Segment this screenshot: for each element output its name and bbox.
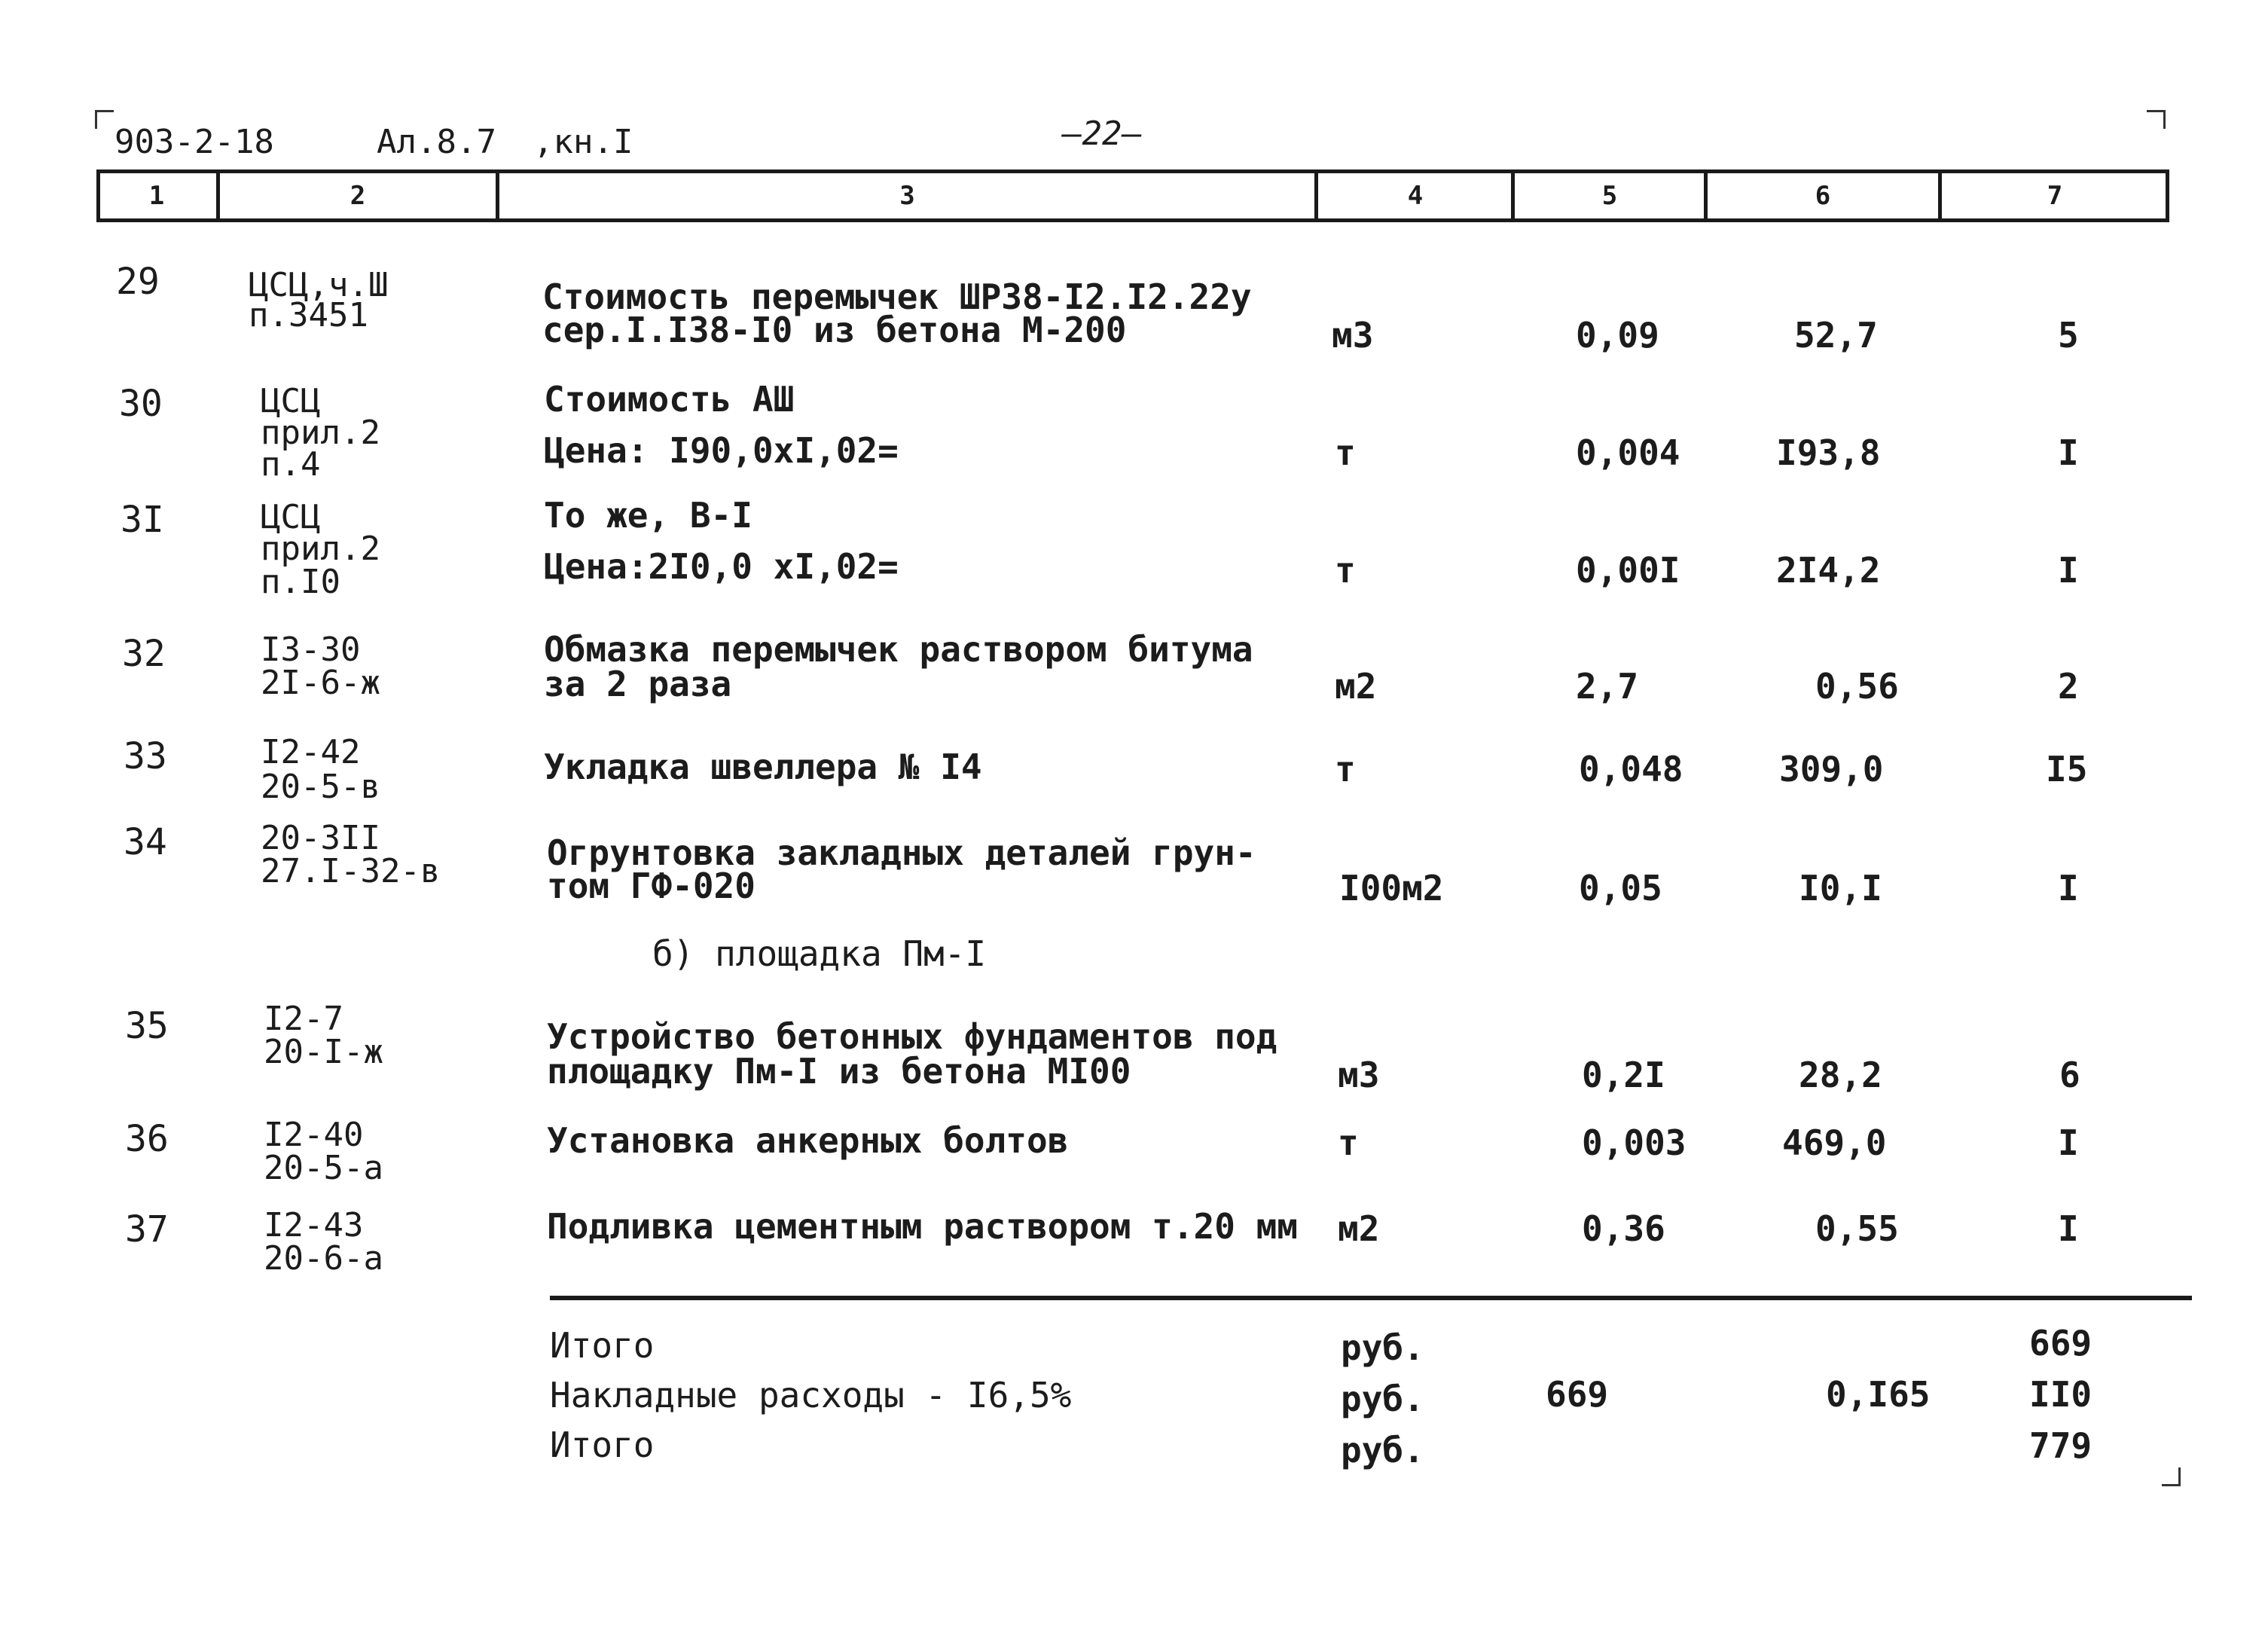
- unit-price: 0,55: [1815, 1208, 1899, 1249]
- norm-code: п.3451: [249, 296, 368, 334]
- quantity: 0,003: [1582, 1122, 1687, 1163]
- norm-code: ЦСЦ,ч.Ш: [249, 266, 389, 304]
- summary-quantity: 669: [1546, 1374, 1609, 1415]
- row-number: 33: [124, 735, 167, 777]
- row-number: 30: [119, 383, 163, 425]
- corner-mark-top-right: [2147, 110, 2166, 129]
- norm-code: ЦСЦ: [261, 498, 321, 536]
- quantity: 2,7: [1576, 666, 1639, 707]
- quantity: 0,00I: [1576, 550, 1680, 591]
- summary-total: 779: [2029, 1425, 2092, 1466]
- summary-label: Накладные расходы - I6,5%: [550, 1375, 1072, 1415]
- norm-code: 2I-6-ж: [261, 664, 380, 702]
- norm-code: 20-5-а: [264, 1149, 383, 1187]
- corner-mark-top-left: [95, 110, 114, 129]
- document-code: 903-2-18: [114, 123, 274, 161]
- unit-price: 52,7: [1794, 315, 1878, 356]
- quantity: 0,09: [1576, 315, 1659, 356]
- row-number: 32: [122, 633, 166, 675]
- book-reference: ,кн.I: [533, 123, 633, 161]
- work-description: Цена: I90,0xI,02=: [544, 430, 899, 471]
- norm-code: ЦСЦ: [261, 382, 321, 420]
- quantity: 0,05: [1579, 868, 1662, 909]
- summary-unit: руб.: [1341, 1327, 1424, 1368]
- work-description: сер.I.I38-I0 из бетона М-200: [542, 310, 1127, 350]
- unit: т: [1338, 1122, 1359, 1163]
- unit-price: 2I4,2: [1776, 550, 1881, 591]
- norm-code: прил.2: [261, 414, 380, 452]
- unit: м2: [1338, 1208, 1380, 1249]
- quantity: 0,36: [1582, 1208, 1665, 1249]
- unit-price: I93,8: [1776, 432, 1881, 473]
- unit: м3: [1332, 315, 1374, 356]
- total-cost: I: [2058, 1208, 2079, 1249]
- row-number: 37: [125, 1208, 169, 1251]
- total-cost: I: [2058, 432, 2079, 473]
- norm-code: 20-I-ж: [264, 1033, 383, 1071]
- column-number-7: 7: [2047, 181, 2063, 211]
- unit: т: [1335, 749, 1356, 789]
- corner-mark-bottom-right: [2162, 1467, 2181, 1486]
- unit-price: 28,2: [1799, 1055, 1882, 1095]
- summary-rate: 0,I65: [1826, 1374, 1931, 1415]
- total-cost: 5: [2058, 315, 2079, 356]
- work-description: Установка анкерных болтов: [547, 1120, 1069, 1161]
- column-number-5: 5: [1601, 181, 1618, 211]
- unit: м3: [1338, 1055, 1380, 1095]
- total-cost: I: [2058, 550, 2079, 591]
- work-description: Огрунтовка закладных деталей грун-: [547, 832, 1256, 873]
- row-number: 29: [116, 261, 160, 303]
- work-description: за 2 раза: [544, 664, 732, 704]
- work-description: том ГФ-020: [547, 866, 755, 906]
- column-number-2: 2: [350, 181, 366, 211]
- norm-code: п.4: [261, 445, 321, 484]
- norm-code: п.I0: [261, 563, 340, 601]
- summary-total: 669: [2029, 1323, 2092, 1364]
- summary-unit: руб.: [1341, 1379, 1424, 1419]
- work-description: То же, В-I: [544, 495, 752, 536]
- work-description: Цена:2I0,0 xI,02=: [544, 546, 899, 587]
- work-description: Стоимость перемычек ШР38-I2.I2.22у: [542, 276, 1252, 317]
- norm-code: I2-43: [264, 1206, 364, 1244]
- norm-code: прил.2: [261, 530, 380, 568]
- work-description: Обмазка перемычек раствором битума: [544, 629, 1253, 670]
- norm-code: I2-40: [264, 1116, 364, 1154]
- summary-unit: руб.: [1341, 1430, 1424, 1470]
- norm-code: 27.I-32-в: [261, 852, 441, 890]
- quantity: 0,2I: [1582, 1055, 1665, 1095]
- row-number: 35: [125, 1005, 169, 1047]
- unit-price: 469,0: [1782, 1122, 1887, 1163]
- column-number-1: 1: [148, 181, 165, 211]
- work-description: Стоимость АШ: [544, 379, 795, 420]
- work-description: Подливка цементным раствором т.20 мм: [547, 1206, 1298, 1247]
- total-cost: I: [2058, 1122, 2079, 1163]
- norm-code: 20-3II: [261, 819, 380, 857]
- row-number: 3I: [121, 499, 164, 541]
- unit: I00м2: [1339, 868, 1444, 909]
- summary-total: II0: [2029, 1374, 2092, 1415]
- norm-code: 20-5-в: [261, 768, 380, 806]
- unit: т: [1335, 550, 1356, 591]
- norm-code: 20-6-а: [264, 1239, 383, 1278]
- unit-price: 309,0: [1779, 749, 1884, 789]
- page-number: —22—: [1062, 115, 1142, 153]
- quantity: 0,004: [1576, 432, 1680, 473]
- row-number: 36: [125, 1118, 169, 1160]
- work-description: Укладка швеллера № I4: [544, 747, 982, 787]
- work-description: Устройство бетонных фундаментов под: [547, 1016, 1277, 1057]
- unit-price: 0,56: [1815, 666, 1899, 707]
- unit-price: I0,I: [1799, 868, 1882, 909]
- total-cost: 6: [2059, 1055, 2080, 1095]
- total-cost: 2: [2058, 666, 2079, 707]
- norm-code: I3-30: [261, 631, 361, 669]
- total-cost: I: [2058, 868, 2079, 909]
- summary-label: Итого: [550, 1425, 655, 1465]
- row-number: 34: [124, 821, 167, 863]
- subsection-title: б) площадка Пм-I: [652, 933, 987, 974]
- column-number-3: 3: [899, 181, 915, 211]
- norm-code: I2-42: [261, 733, 361, 771]
- album-reference: Ал.8.7: [377, 123, 496, 161]
- unit: т: [1335, 432, 1356, 473]
- total-cost: I5: [2046, 749, 2088, 789]
- summary-divider: [550, 1296, 2192, 1300]
- column-number-6: 6: [1815, 181, 1831, 211]
- quantity: 0,048: [1579, 749, 1683, 789]
- norm-code: I2-7: [264, 1000, 343, 1038]
- unit: м2: [1335, 666, 1377, 707]
- work-description: площадку Пм-I из бетона МI00: [547, 1051, 1131, 1092]
- summary-label: Итого: [550, 1325, 655, 1366]
- column-number-4: 4: [1407, 181, 1424, 211]
